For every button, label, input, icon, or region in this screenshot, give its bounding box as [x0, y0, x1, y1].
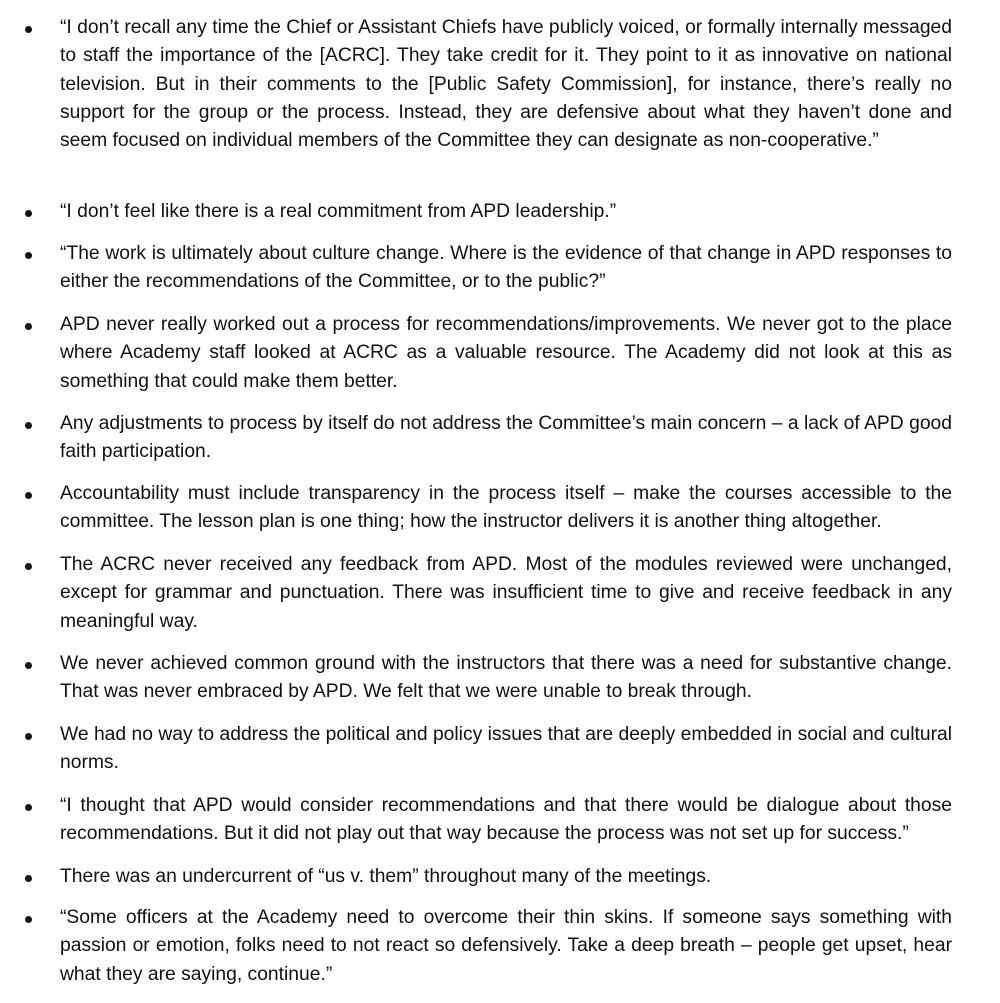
- bullet-text: “I don’t feel like there is a real commitment from APD leadership.”: [60, 201, 617, 222]
- bullet-text: “Some officers at the Academy need to overcome their thin skins. If someone says something with passion or emotion, folks need to not react so defensively. Take a deep breath – people get upset, hear what they are saying, continue.”: [60, 907, 952, 985]
- bullet-marker: [25, 733, 32, 740]
- bullet-marker: [25, 875, 32, 882]
- bullet-text: We never achieved common ground with the instructors that there was a need for substantive change. That was never embraced by APD. We felt that we were unable to break through.: [60, 653, 952, 703]
- bullet-marker: [25, 26, 32, 33]
- bullet-text: APD never really worked out a process for recommendations/improvements. We never got to the place where Academy staff looked at ACRC as a valuable resource. The Academy did not look at this as something that could make them better.: [60, 314, 952, 392]
- bullet-text: The ACRC never received any feedback from APD. Most of the modules reviewed were unchanged, except for grammar and punctuation. There was insufficient time to give and receive feedback in any meaningful way.: [60, 554, 952, 632]
- bullet-marker: [25, 662, 32, 669]
- bullet-marker: [25, 916, 32, 923]
- bullet-text: Any adjustments to process by itself do not address the Committee’s main concern – a lack of APD good faith participation.: [60, 413, 952, 463]
- bullet-marker: [25, 422, 32, 429]
- bullet-marker: [25, 804, 32, 811]
- bullet-text: “The work is ultimately about culture change. Where is the evidence of that change in APD responses to either the recommendations of the Committee, or to the public?”: [60, 243, 952, 293]
- bullet-marker: [25, 492, 32, 499]
- bullet-text: There was an undercurrent of “us v. them” throughout many of the meetings.: [60, 866, 712, 887]
- bullet-text: We had no way to address the political and policy issues that are deeply embedded in social and cultural norms.: [60, 724, 952, 774]
- bullet-marker: [25, 563, 32, 570]
- bullet-marker: [25, 252, 32, 259]
- bullet-text: “I thought that APD would consider recommendations and that there would be dialogue about those recommendations. But it did not play out that way because the process was not set up for success.”: [60, 795, 952, 845]
- bullet-text: Accountability must include transparency in the process itself – make the courses accessible to the committee. The lesson plan is one thing; how the instructor delivers it is another thing altogether.: [60, 483, 952, 533]
- bullet-marker: [25, 323, 32, 330]
- bullet-text: “I don’t recall any time the Chief or Assistant Chiefs have publicly voiced, or formally internally messaged to staff the importance of the [ACRC]. They take credit for it. They point to it as innovative on national television. But in their comments to the [Public Safety Commission], for instance, there’s really no support for the group or the process. Instead, they are defensive about what they haven’t done and seem focused on individual members of the Committee they can designate as non-cooperative.”: [60, 17, 952, 152]
- bullet-marker: [25, 210, 32, 217]
